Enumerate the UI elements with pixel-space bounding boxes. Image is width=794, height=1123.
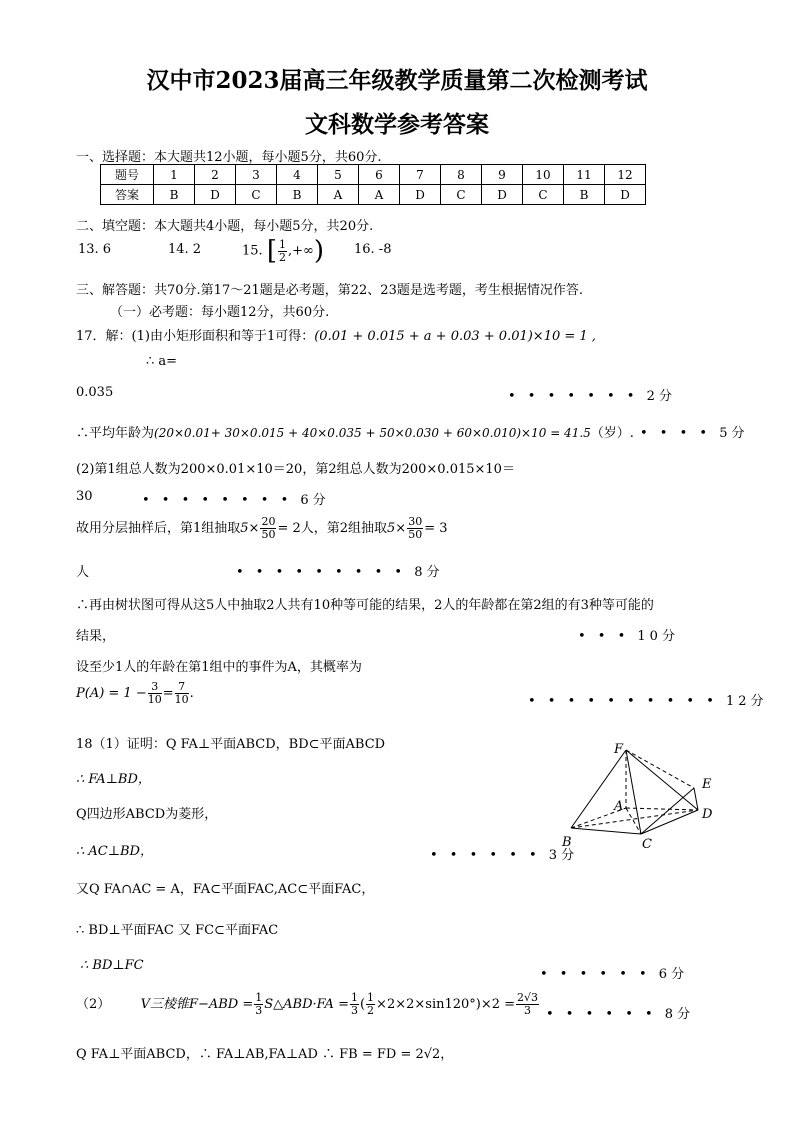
fraction: $\frac{3}{10}$ bbox=[147, 680, 162, 706]
score-mark: • • • • • • 8分 bbox=[546, 1007, 695, 1022]
q17-line9: ∴再由树状图可得从这5人中抽取2人共有10种等可能的结果，2人的年龄都在第2组的有3种等可能的 bbox=[76, 598, 654, 613]
table-cell: B bbox=[154, 185, 195, 205]
q17-line5: (2)第1组总人数为200×0.01×10＝20，第2组总人数为200×0.015×10＝ bbox=[76, 462, 515, 477]
q17-line1: 17．解：(1)由小矩形面积和等于1可得：(0.01 + 0.015 + a + 0.03 + 0.01)×10 = 1 , bbox=[76, 329, 596, 344]
fraction: $\frac{1}{2}$ bbox=[278, 237, 286, 264]
table-cell: C bbox=[523, 185, 564, 205]
table-cell: D bbox=[195, 185, 236, 205]
q18-line7: ∴ BD⊥FC bbox=[80, 958, 144, 973]
table-cell: 5 bbox=[318, 165, 359, 185]
table-cell: B bbox=[564, 185, 605, 205]
page-subtitle: 文科数学参考答案 bbox=[305, 111, 489, 138]
answer-q15-label: 15. bbox=[242, 243, 263, 259]
q18-line4: ∴ AC⊥BD， bbox=[76, 844, 153, 859]
score-mark: • • • • 5分 bbox=[640, 426, 749, 441]
q17-line4: ∴平均年龄为(20×0.01+ 30×0.015 + 40×0.035 + 50×0.030 + 60×0.010)×10 = 41.5（岁）. bbox=[76, 426, 634, 441]
vertex-label-a: A bbox=[614, 799, 624, 814]
table-row-answers bbox=[101, 185, 646, 205]
table-cell: 1 bbox=[154, 165, 195, 185]
fraction: $\frac{20}{50}$ bbox=[261, 515, 276, 541]
fraction: $\frac{1}{3}$ bbox=[350, 991, 358, 1017]
table-header-answer: 答案 bbox=[101, 185, 154, 205]
fraction: $\frac{1}{2}$ bbox=[367, 991, 375, 1017]
q18-line1: 18（1）证明：Q FA⊥平面ABCD，BD⊂平面ABCD bbox=[76, 737, 386, 752]
q18-line5: 又Q FA∩AC = A，FA⊂平面FAC,AC⊂平面FAC， bbox=[76, 882, 375, 897]
table-cell: 9 bbox=[482, 165, 523, 185]
table-cell: 12 bbox=[605, 165, 646, 185]
q18-line6: ∴ BD⊥平面FAC 又 FC⊂平面FAC bbox=[76, 923, 279, 938]
q18-line2: ∴ FA⊥BD， bbox=[76, 772, 151, 787]
score-mark: • • • • • • • • • 8分 bbox=[236, 565, 444, 580]
table-cell: 3 bbox=[236, 165, 277, 185]
q17-line12: P(A) = 1 − $\frac{3}{10}$ = $\frac{7}{10}$ . bbox=[76, 680, 194, 706]
table-cell: 4 bbox=[277, 165, 318, 185]
section-choice-heading: 一、选择题：本大题共12小题，每小题5分，共60分. bbox=[76, 150, 382, 165]
fraction: $\frac{2√3}{3}$ bbox=[517, 991, 539, 1017]
answer-q13: 13. 6 bbox=[78, 242, 112, 257]
q17-line3: 0.035 bbox=[76, 385, 114, 400]
table-cell: 11 bbox=[564, 165, 605, 185]
table-row-numbers bbox=[101, 165, 646, 185]
vertex-label-f: F bbox=[614, 742, 624, 757]
table-cell: 2 bbox=[195, 165, 236, 185]
table-cell: D bbox=[400, 185, 441, 205]
q17-line6: 30 bbox=[76, 489, 93, 504]
score-mark: • • • • • • • • • • 12分 bbox=[528, 694, 768, 709]
answer-q14: 14. 2 bbox=[168, 242, 202, 257]
table-cell: B bbox=[277, 185, 318, 205]
q18-line3: Q四边形ABCD为菱形， bbox=[76, 807, 218, 822]
vertex-label-c: C bbox=[642, 837, 652, 852]
table-cell: D bbox=[482, 185, 523, 205]
fraction: $\frac{7}{10}$ bbox=[174, 680, 189, 706]
q17-line2: ∴ a= bbox=[146, 354, 178, 369]
q18-line8: （2） V三棱锥F−ABD = $\frac{1}{3}$ S△ABD·FA = $\frac{1}{3}$ ( $\frac{1}{2}$ ×2×2×sin120°)×2 = $\frac{2√3}{3}$ bbox=[76, 991, 539, 1017]
table-cell: C bbox=[441, 185, 482, 205]
score-mark: • • • • • • 3分 bbox=[430, 848, 579, 863]
answer-q16: 16. -8 bbox=[354, 242, 392, 257]
vertex-label-d: D bbox=[702, 807, 713, 822]
score-mark: • • • • • • 6分 bbox=[540, 967, 689, 982]
score-mark: • • • 10分 bbox=[578, 629, 679, 644]
table-cell: 10 bbox=[523, 165, 564, 185]
fraction: $\frac{30}{50}$ bbox=[408, 515, 423, 541]
page-title: 汉中市2023届高三年级教学质量第二次检测考试 bbox=[146, 67, 648, 94]
score-mark: • • • • • • • • 6分 bbox=[142, 493, 330, 508]
fraction: $\frac{1}{3}$ bbox=[255, 991, 263, 1017]
table-cell: C bbox=[236, 185, 277, 205]
section-solution-heading: 三、解答题：共70分.第17～21题是必考题，第22、23题是选考题，考生根据情况作答. bbox=[76, 283, 583, 298]
q17-line7: 故用分层抽样后，第1组抽取5× $\frac{20}{50}$ = 2人，第2组抽取5× $\frac{30}{50}$ = 3 bbox=[76, 515, 448, 541]
section-required-heading: （一）必考题：每小题12分，共60分. bbox=[110, 305, 330, 320]
answer-q15: 15. [ $\frac{1}{2}$ ,+∞) bbox=[242, 236, 324, 266]
table-cell: D bbox=[605, 185, 646, 205]
q17-line8: 人 bbox=[76, 565, 90, 580]
table-cell: 7 bbox=[400, 165, 441, 185]
q18-line9: Q FA⊥平面ABCD，∴ FA⊥AB,FA⊥AD ∴ FB = FD = 2√2， bbox=[76, 1047, 454, 1062]
pyramid-figure bbox=[556, 738, 726, 858]
table-cell: 6 bbox=[359, 165, 400, 185]
table-header-number: 题号 bbox=[101, 165, 154, 185]
score-mark: • • • • • • • 2分 bbox=[508, 389, 676, 404]
vertex-label-e: E bbox=[702, 777, 712, 792]
q17-line10: 结果， bbox=[76, 629, 116, 644]
answer-table bbox=[100, 164, 646, 205]
vertex-label-b: B bbox=[562, 835, 572, 850]
section-fill-heading: 二、填空题：本大题共4小题，每小题5分，共20分. bbox=[76, 219, 374, 234]
table-cell: 8 bbox=[441, 165, 482, 185]
table-cell: A bbox=[318, 185, 359, 205]
q17-line11: 设至少1人的年龄在第1组中的事件为A，其概率为 bbox=[76, 660, 362, 675]
table-cell: A bbox=[359, 185, 400, 205]
